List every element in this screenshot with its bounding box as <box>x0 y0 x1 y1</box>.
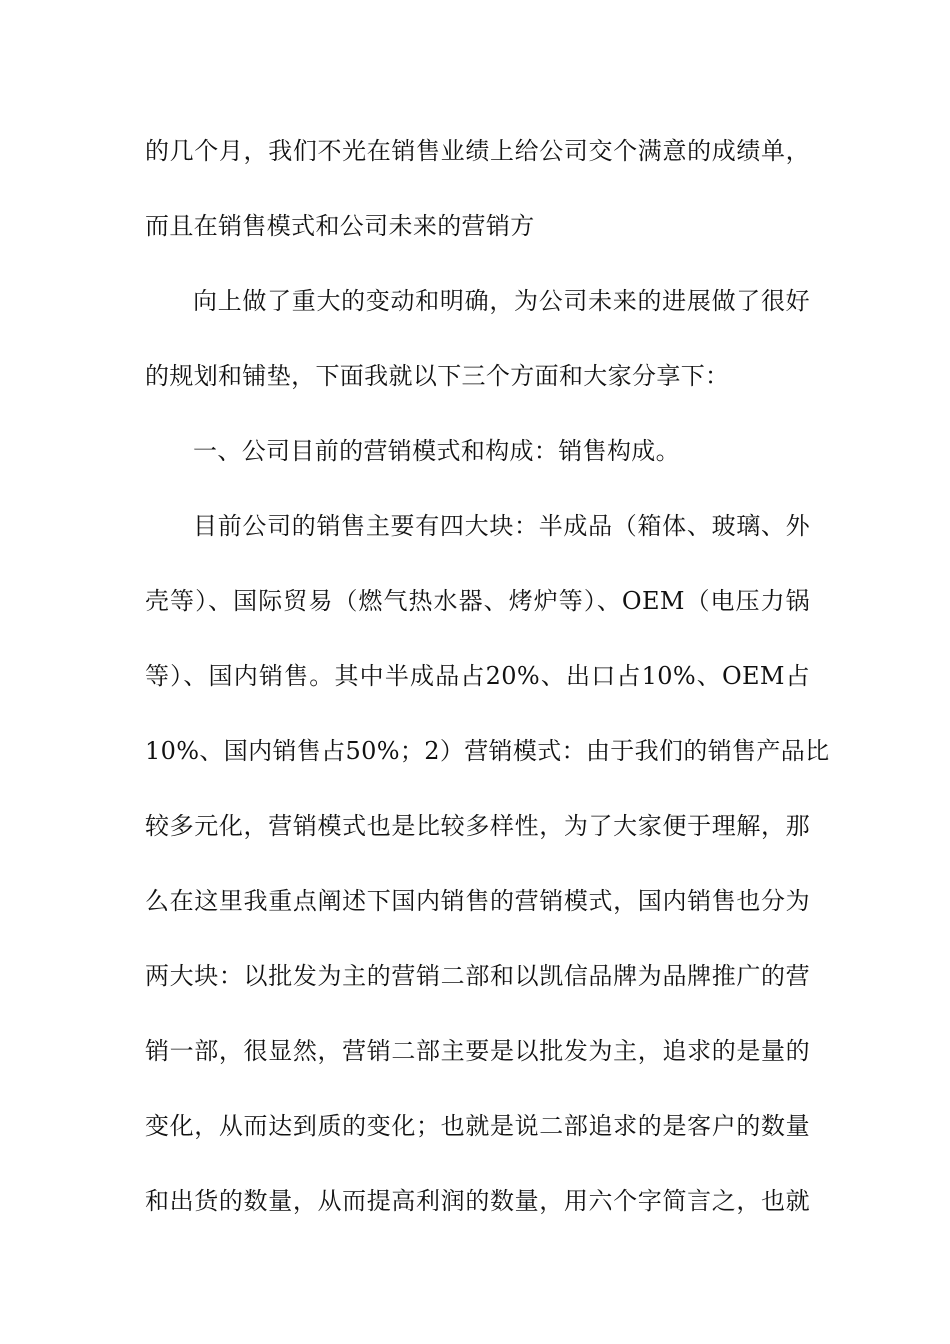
text-line-10: 较多元化，营销模式也是比较多样性，为了大家便于理解，那 <box>145 812 810 840</box>
text-line-13: 销一部，很显然，营销二部主要是以批发为主，追求的是量的 <box>145 1037 810 1065</box>
text-line-14: 变化，从而达到质的变化；也就是说二部追求的是客户的数量 <box>145 1112 810 1140</box>
text-line-3: 向上做了重大的变动和明确，为公司未来的进展做了很好 <box>193 287 810 315</box>
text-line-4: 的规划和铺垫，下面我就以下三个方面和大家分享下： <box>145 362 730 390</box>
text-line-2: 而且在销售模式和公司未来的营销方 <box>145 212 535 240</box>
text-line-11: 么在这里我重点阐述下国内销售的营销模式，国内销售也分为 <box>145 887 810 915</box>
text-line-9: 10%、国内销售占50%；2）营销模式：由于我们的销售产品比 <box>145 737 830 765</box>
text-line-15: 和出货的数量，从而提高利润的数量，用六个字简言之，也就 <box>145 1187 810 1215</box>
text-line-12: 两大块：以批发为主的营销二部和以凯信品牌为品牌推广的营 <box>145 962 810 990</box>
text-line-1: 的几个月，我们不光在销售业绩上给公司交个满意的成绩单， <box>145 137 810 165</box>
text-line-5: 一、公司目前的营销模式和构成：销售构成。 <box>193 437 680 465</box>
text-line-8: 等）、国内销售。其中半成品占20%、出口占10%、OEM占 <box>145 662 810 690</box>
text-line-7: 壳等）、国际贸易（燃气热水器、烤炉等）、OEM（电压力锅 <box>145 587 810 615</box>
text-line-6: 目前公司的销售主要有四大块：半成品（箱体、玻璃、外 <box>193 512 810 540</box>
